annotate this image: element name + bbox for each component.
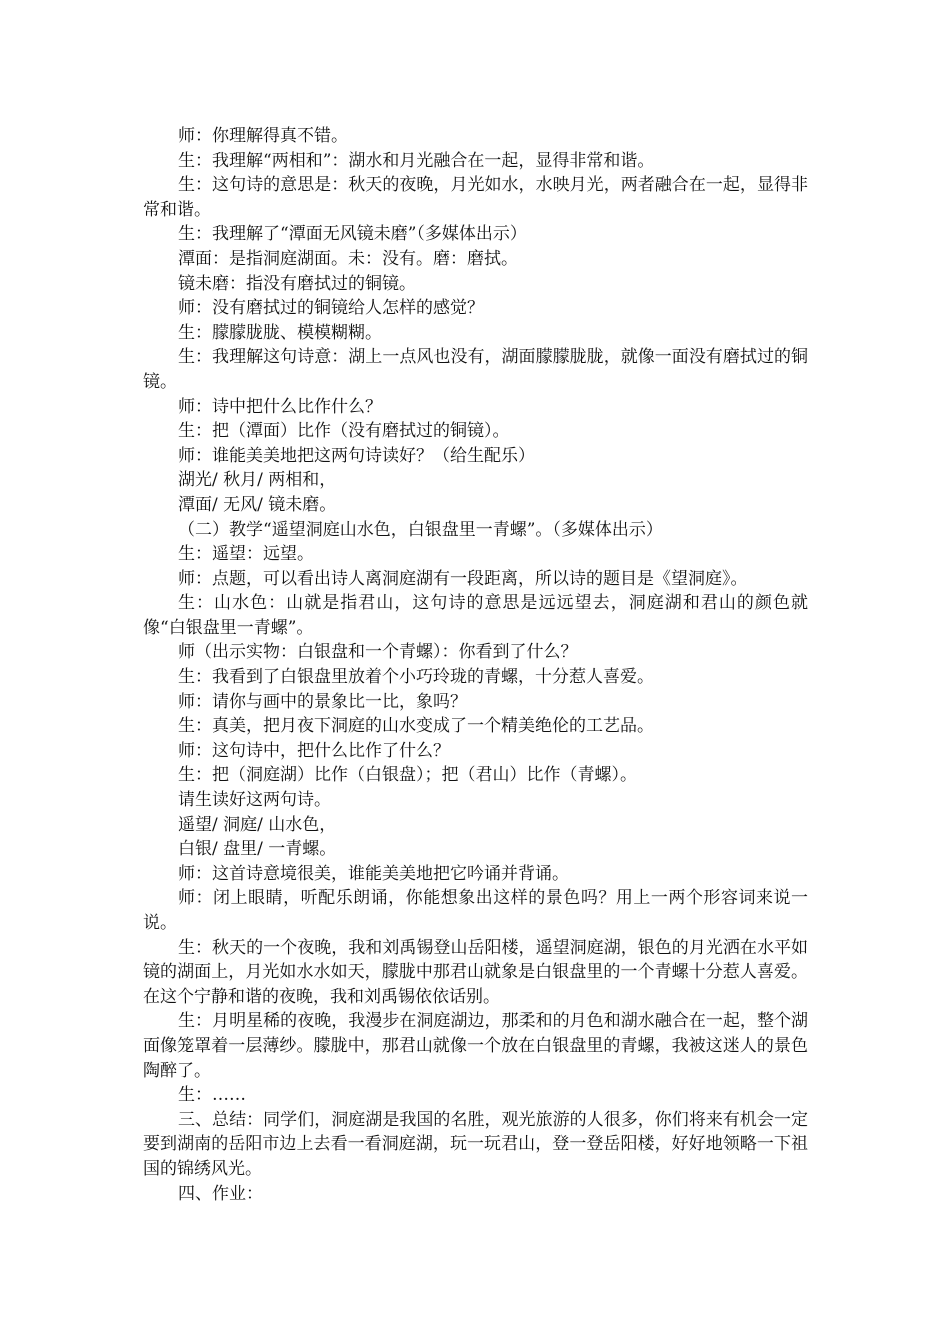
poem-line: 白银/ 盘里/ 一青螺。 [178, 839, 337, 860]
paragraph: 师：诗中把什么比作什么？ [178, 396, 382, 417]
paragraph: 师：谁能美美地把这两句诗读好？（给生配乐） [178, 445, 535, 466]
paragraph: 生：…… [178, 1085, 246, 1106]
paragraph: 师：点题，可以看出诗人离洞庭湖有一段距离，所以诗的题目是《望洞庭》。 [178, 568, 748, 589]
poem-line: 遥望/ 洞庭/ 山水色， [178, 814, 337, 835]
section-heading: 四、作业： [178, 1183, 263, 1204]
paragraph: 生：我理解了“潭面无风镜未磨”（多媒体出示） [178, 224, 527, 245]
paragraph: 生：遥望：远望。 [178, 544, 314, 565]
paragraph: 师：这句诗中，把什么比作了什么？ [178, 740, 450, 761]
document-body [143, 124, 808, 1206]
paragraph: 师：闭上眼睛，听配乐朗诵，你能想象出这样的景色吗？用上一两个形容词来说一说。 [143, 888, 808, 933]
paragraph: 生：我看到了白银盘里放着个小巧玲珑的青螺，十分惹人喜爱。 [178, 667, 654, 688]
poem-line: 湖光/ 秋月/ 两相和， [178, 470, 337, 491]
paragraph: 生：把（洞庭湖）比作（白银盘）；把（君山）比作（青螺）。 [178, 765, 637, 786]
paragraph: 师：没有磨拭过的铜镜给人怎样的感觉？ [178, 298, 484, 319]
paragraph: 生：山水色：山就是指君山，这句诗的意思是远远望去，洞庭湖和君山的颜色就像“白银盘里一青螺”。 [143, 593, 808, 638]
poem-line: 潭面/ 无风/ 镜未磨。 [178, 494, 337, 515]
paragraph: 生：这句诗的意思是：秋天的夜晚，月光如水，水映月光，两者融合在一起，显得非常和谐。 [143, 175, 808, 220]
section-heading: 三、总结：同学们，洞庭湖是我国的名胜，观光旅游的人很多，你们将来有机会一定要到湖南的岳阳市边上去看一看洞庭湖，玩一玩君山，登一登岳阳楼，好好地领略一下祖国的锦绣风光。 [143, 1109, 808, 1179]
section-heading: （二）教学“遥望洞庭山水色，白银盘里一青螺”。（多媒体出示） [178, 519, 663, 540]
paragraph: 师：请你与画中的景象比一比，象吗？ [178, 691, 467, 712]
paragraph: 镜未磨：指没有磨拭过的铜镜。 [178, 273, 416, 294]
paragraph: 生：朦朦胧胧、模模糊糊。 [178, 322, 382, 343]
paragraph: 师：你理解得真不错。 [178, 126, 348, 146]
paragraph: 师（出示实物：白银盘和一个青螺）：你看到了什么？ [178, 642, 578, 663]
paragraph: 生：我理解“两相和”：湖水和月光融合在一起，显得非常和谐。 [178, 150, 655, 171]
paragraph: 潭面：是指洞庭湖面。未：没有。磨：磨拭。 [178, 248, 518, 269]
paragraph: 生：我理解这句诗意：湖上一点风也没有，湖面朦朦胧胧，就像一面没有磨拭过的铜镜。 [143, 347, 808, 392]
paragraph: 生：把（潭面）比作（没有磨拭过的铜镜）。 [178, 421, 510, 442]
paragraph: 请生读好这两句诗。 [178, 790, 331, 811]
paragraph: 生：月明星稀的夜晚，我漫步在洞庭湖边，那柔和的月色和湖水融合在一起，整个湖面像笼罩着一层薄纱。朦胧中，那君山就像一个放在白银盘里的青螺，我被这迷人的景色陶醉了。 [143, 1011, 808, 1081]
paragraph: 生：秋天的一个夜晚，我和刘禹锡登山岳阳楼，遥望洞庭湖，银色的月光洒在水平如镜的湖面上，月光如水水如天，朦胧中那君山就象是白银盘里的一个青螺十分惹人喜爱。在这个宁静和谐的夜晚，我和刘禹锡依依话别。 [143, 937, 808, 1007]
paragraph: 生：真美，把月夜下洞庭的山水变成了一个精美绝伦的工艺品。 [178, 716, 654, 737]
paragraph: 师：这首诗意境很美，谁能美美地把它吟诵并背诵。 [178, 863, 569, 884]
